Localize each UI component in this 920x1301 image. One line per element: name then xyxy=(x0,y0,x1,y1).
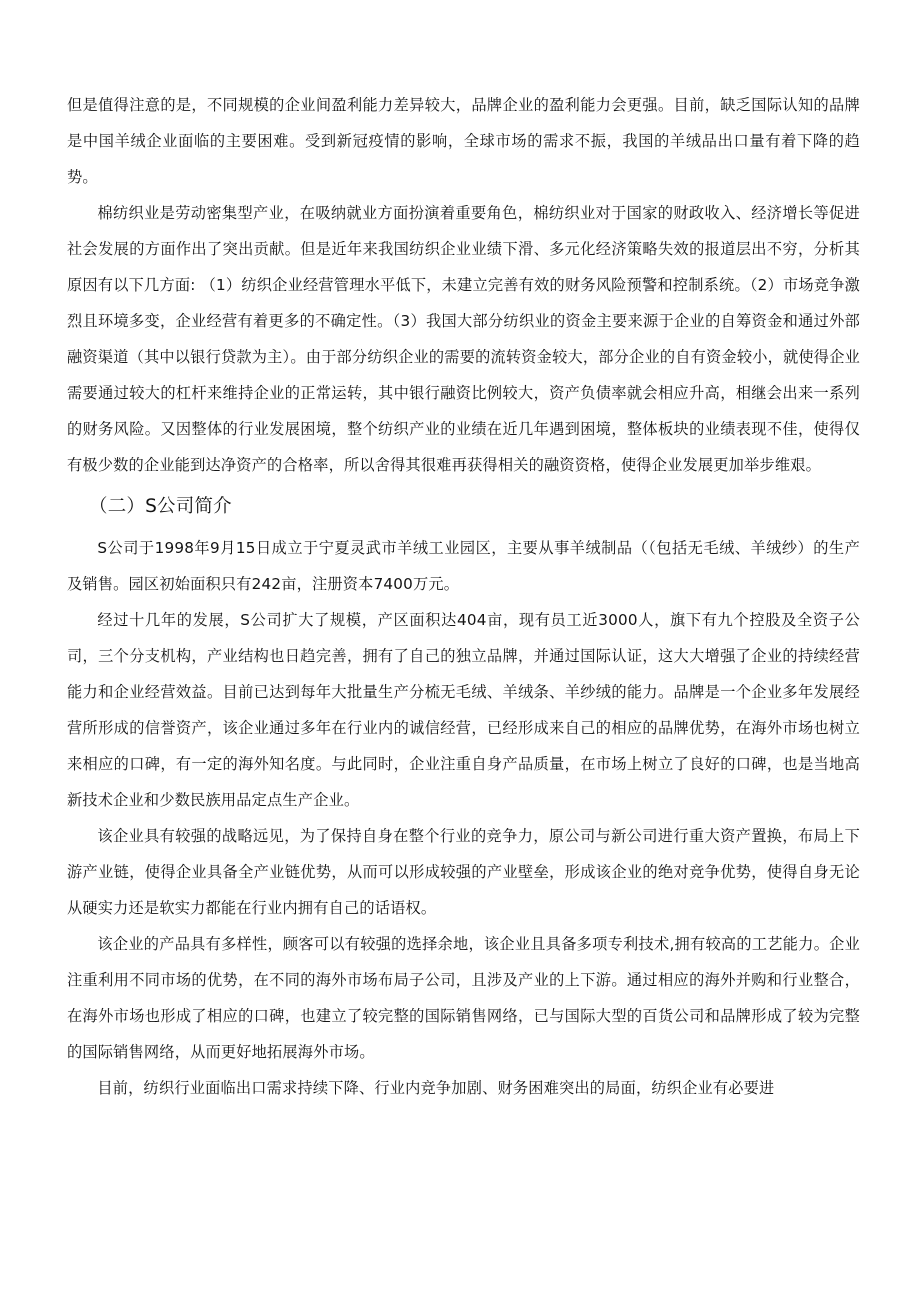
paragraph-cotton-textile-industry: 棉纺织业是劳动密集型产业，在吸纳就业方面扮演着重要角色，棉纺织业对于国家的财政收入、经济增长等促进社会发展的方面作出了突出贡献。但是近年来我国纺织企业业绩下滑、多元化经济策略失效的报道层出不穷，分析其原因有以下几方面: （1）纺织企业经营管理水平低下，未建立完善有效的财务风险预警和控制系统。（2）市场竞争激烈且环境多变，企业经营有着更多的不确定性。（3）我国大部分纺织业的资金主要来源于企业的自筹资金和通过外部融资渠道（其中以银行贷款为主）。由于部分纺织企业的需要的流转资金较大，部分企业的自有资金较小，就使得企业需要通过较大的杠杆来维持企业的正常运转，其中银行融资比例较大，资产负债率就会相应升高，相继会出来一系列的财务风险。又因整体的行业发展困境，整个纺织产业的业绩在近几年遇到困境，整体板块的业绩表现不佳，使得仅有极少数的企业能到达净资产的合格率，所以舍得其很难再获得相关的融资资格，使得企业发展更加举步维艰。 xyxy=(67,204,860,474)
document-body xyxy=(67,87,860,1106)
paragraph-company-development: 经过十几年的发展，S公司扩大了规模，产区面积达404亩，现有员工近3000人，旗下有九个控股及全资子公司，三个分支机构，产业结构也日趋完善，拥有了自己的独立品牌，并通过国际认证，这大大增强了企业的持续经营能力和企业经营效益。目前已达到每年大批量生产分梳无毛绒、羊绒条、羊纱绒的能力。品牌是一个企业多年发展经营所形成的信誉资产，该企业通过多年在行业内的诚信经营，已经形成来自己的相应的品牌优势，在海外市场也树立来相应的口碑，有一定的海外知名度。与此同时，企业注重自身产品质量，在市场上树立了良好的口碑，也是当地高新技术企业和少数民族用品定点生产企业。 xyxy=(67,611,860,809)
paragraph-company-founding: S公司于1998年9月15日成立于宁夏灵武市羊绒工业园区，主要从事羊绒制品（（包括无毛绒、羊绒纱）的生产及销售。园区初始面积只有242亩，注册资本7400万元。 xyxy=(67,539,860,593)
section-heading-s-company-intro: （二）S公司简介 xyxy=(89,496,232,517)
paragraph-product-diversity: 该企业的产品具有多样性，顾客可以有较强的选择余地，该企业且具备多项专利技术,拥有较高的工艺能力。企业注重利用不同市场的优势，在不同的海外市场布局子公司，且涉及产业的上下游。通过相应的海外并购和行业整合，在海外市场也形成了相应的口碑，也建立了较完整的国际销售网络，已与国际大型的百货公司和品牌形成了较为完整的国际销售网络，从而更好地拓展海外市场。 xyxy=(67,935,860,1061)
paragraph-strategic-vision: 该企业具有较强的战略远见，为了保持自身在整个行业的竞争力，原公司与新公司进行重大资产置换，布局上下游产业链，使得企业具备全产业链优势，从而可以形成较强的产业壁垒，形成该企业的绝对竞争优势，使得自身无论从硬实力还是软实力都能在行业内拥有自己的话语权。 xyxy=(67,827,860,917)
paragraph-brand-profitability: 但是值得注意的是，不同规模的企业间盈利能力差异较大，品牌企业的盈利能力会更强。目前，缺乏国际认知的品牌是中国羊绒企业面临的主要困难。受到新冠疫情的影响，全球市场的需求不振，我国的羊绒品出口量有着下降的趋势。 xyxy=(67,96,860,186)
paragraph-industry-situation: 目前，纺织行业面临出口需求持续下降、行业内竞争加剧、财务困难突出的局面，纺织企业有必要进 xyxy=(97,1079,775,1097)
